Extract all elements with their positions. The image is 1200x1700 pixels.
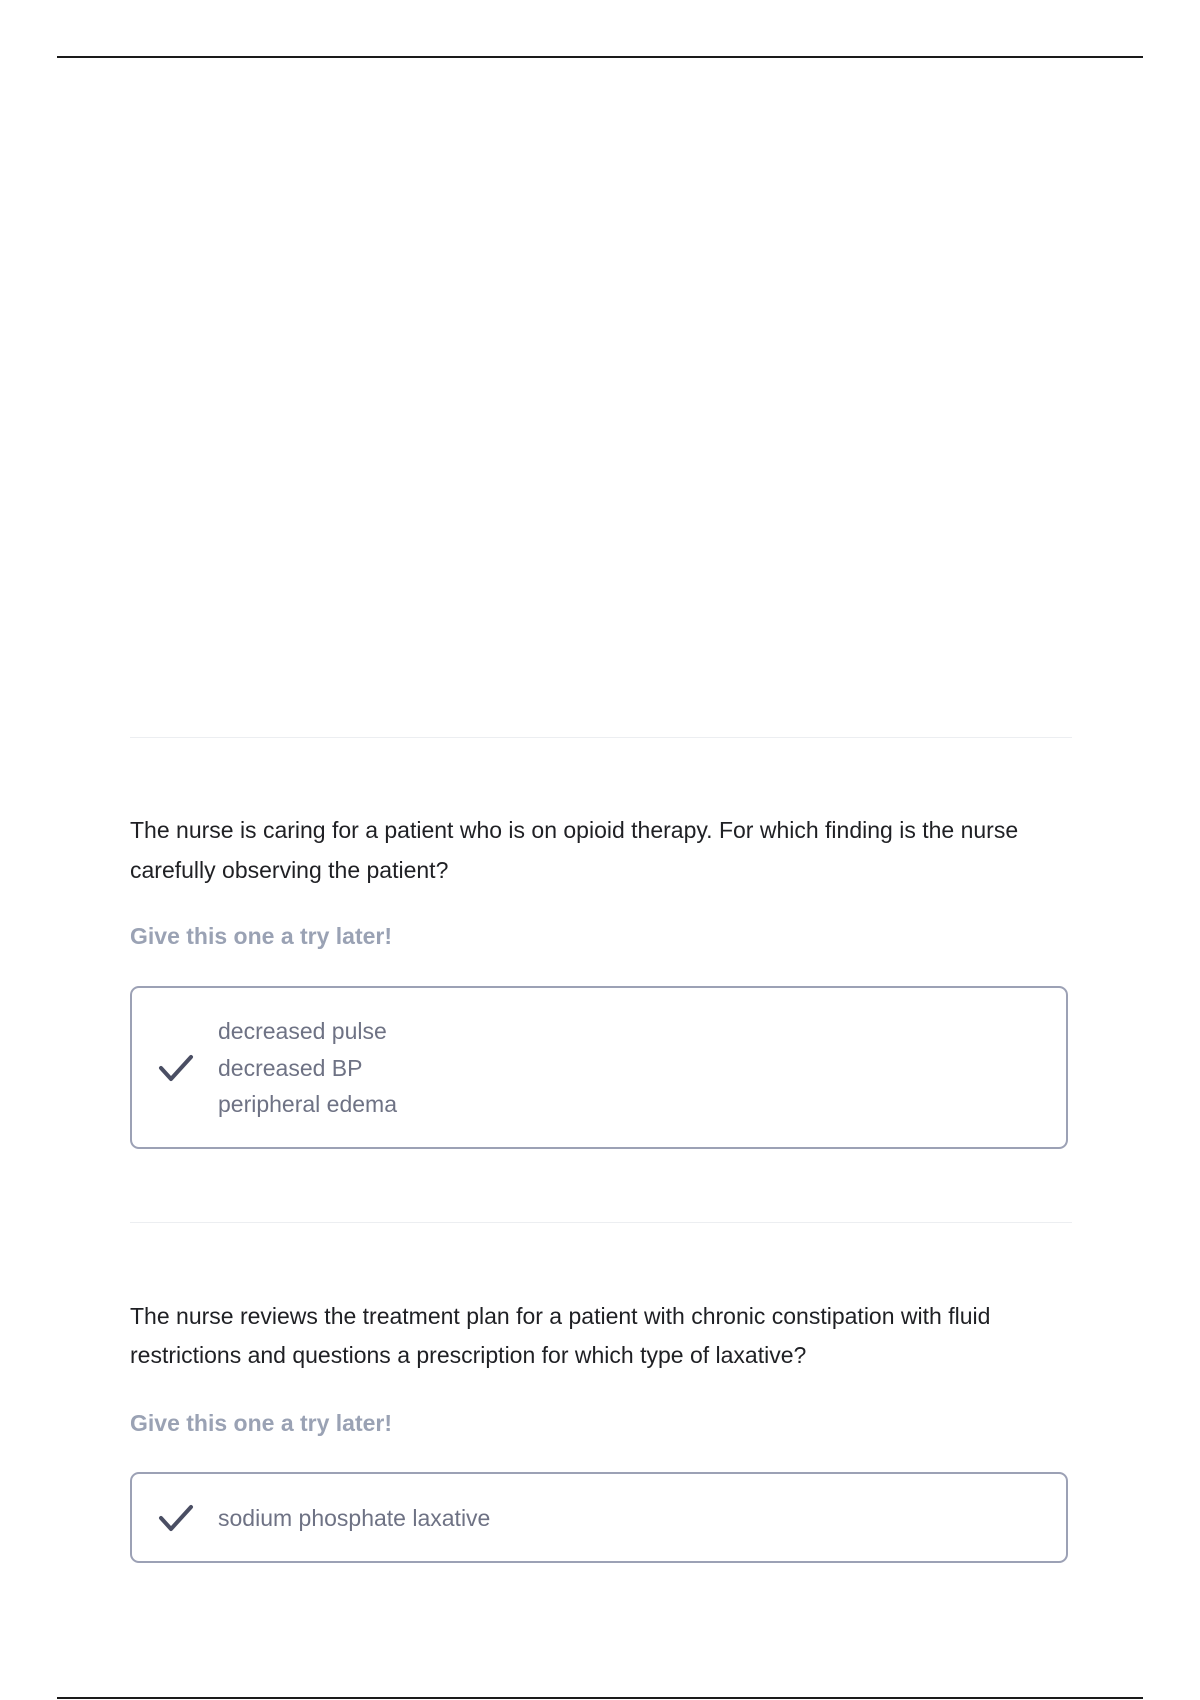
answer-card[interactable] [130, 1472, 1068, 1563]
answer-card[interactable] [130, 986, 1068, 1149]
check-icon [158, 1503, 194, 1533]
answer-item: decreased pulse [218, 1018, 387, 1044]
section-divider [130, 737, 1072, 738]
section-divider [130, 1222, 1072, 1223]
question-block-1 [130, 810, 1080, 1117]
page-bottom-rule [57, 1697, 1143, 1699]
try-later-hint[interactable]: Give this one a try later! [130, 923, 393, 949]
try-later-hint[interactable]: Give this one a try later! [130, 1410, 393, 1436]
check-icon [158, 1053, 194, 1083]
answer-list [218, 1013, 397, 1123]
page-top-rule [57, 56, 1143, 58]
answer-list [218, 1500, 490, 1537]
answer-item: peripheral edema [218, 1091, 398, 1117]
question-block-2 [130, 1297, 1080, 1531]
question-text: The nurse is caring for a patient who is on opioid therapy. For which finding is the nurse carefully observing the patient? [130, 817, 1019, 883]
answer-item: sodium phosphate laxative [218, 1505, 491, 1531]
answer-item: decreased BP [218, 1054, 363, 1081]
question-text: The nurse reviews the treatment plan for a patient with chronic constipation with fluid restrictions and questions a prescription for which type of laxative? [130, 1303, 991, 1368]
